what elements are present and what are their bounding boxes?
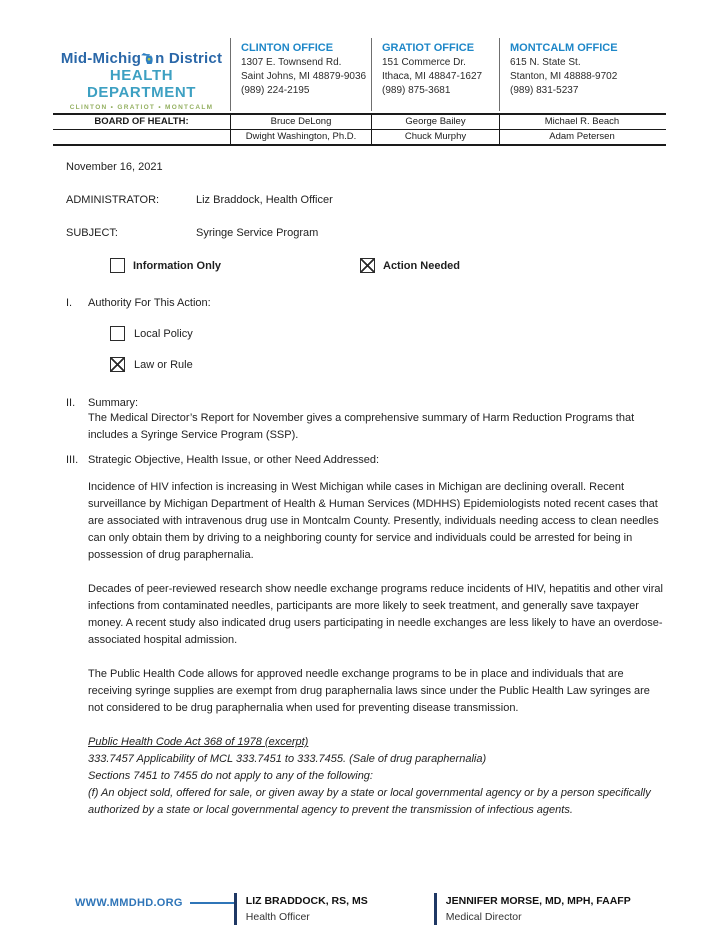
excerpt-line: Sections 7451 to 7455 do not apply to any of the following: (88, 770, 373, 782)
local-policy-option (110, 326, 666, 341)
law-or-rule-option (110, 357, 666, 372)
board-member: Adam Petersen (499, 130, 664, 144)
logo-title-right: n District (155, 50, 223, 67)
board-cell-empty (53, 130, 230, 144)
section-numeral: II. (66, 397, 76, 409)
law-or-rule-label: Law or Rule (134, 358, 193, 371)
board-member: Michael R. Beach (499, 115, 664, 129)
office-name: GRATIOT OFFICE (382, 42, 475, 54)
signatory-title: Medical Director (445, 911, 522, 923)
excerpt-heading: Public Health Code Act 368 of 1978 (excerpt) (88, 736, 309, 748)
section-title: Authority For This Action: (88, 297, 211, 309)
office-gratiot (371, 38, 499, 111)
agency-logo (53, 38, 230, 111)
logo-title (53, 50, 230, 67)
office-address-line: Ithaca, MI 48847-1627 (382, 71, 483, 82)
website-link: WWW.MMDHD.ORG (75, 897, 183, 909)
board-member: Dwight Washington, Ph.D. (230, 130, 371, 144)
signatory-name: LIZ BRADDOCK, RS, MS (245, 895, 368, 907)
administrator-value: Liz Braddock, Health Officer (196, 194, 333, 206)
office-address-line: Stanton, MI 48888-9702 (510, 71, 618, 82)
office-address-line: 151 Commerce Dr. (382, 57, 466, 68)
body-paragraph: Incidence of HIV infection is increasing in West Michigan while cases in Michigan are declining overall. Recent surveillance by Michigan Department of Health & Human Services (MDHHS) Epidemiologists noted recent cases that are associated with intravenous drug use in Montcalm County. Presently, individuals needing access to clean needles can only obtain them by driving to a neighboring county for service and individuals could be arrested for being in possession of drug paraphernalia. (88, 481, 659, 561)
board-row (53, 115, 666, 129)
memo-content (53, 161, 666, 819)
logo-tagline: CLINTON • GRATIOT • MONTCALM (69, 104, 214, 111)
letterhead (53, 38, 664, 111)
administrator-field (66, 194, 666, 207)
signatory-health-officer (234, 893, 434, 925)
section-summary-heading (66, 396, 666, 410)
information-only-checkbox (110, 258, 125, 273)
action-needed-label: Action Needed (383, 259, 461, 272)
memo-date: November 16, 2021 (66, 161, 163, 173)
board-of-health-table (53, 113, 666, 146)
office-address-line: Saint Johns, MI 48879-9036 (241, 71, 367, 82)
signatory-medical-director (434, 893, 631, 925)
subject-label: SUBJECT: (66, 227, 118, 239)
section-title: Strategic Objective, Health Issue, or other Need Addressed: (88, 454, 380, 466)
office-phone: (989) 875-3681 (382, 85, 451, 96)
office-name: MONTCALM OFFICE (510, 42, 618, 54)
board-member: Chuck Murphy (371, 130, 499, 144)
logo-subtitle: HEALTH DEPARTMENT (86, 67, 197, 101)
board-member: George Bailey (371, 115, 499, 129)
board-label: BOARD OF HEALTH: (94, 116, 189, 127)
subject-field (66, 227, 666, 240)
board-member: Bruce DeLong (230, 115, 371, 129)
legal-excerpt (88, 734, 666, 819)
local-policy-label: Local Policy (134, 327, 193, 340)
office-clinton (230, 38, 371, 111)
excerpt-line: (f) An object sold, offered for sale, or given away by a state or local governmental agency or by a person specifically authorized by a state or local governmental agency to prevent the transmission of infectious agents. (88, 787, 651, 816)
office-phone: (989) 224-2195 (241, 85, 310, 96)
section-numeral: III. (66, 454, 79, 466)
website-group (53, 897, 234, 909)
michigan-state-icon (140, 50, 156, 66)
office-address-line: 615 N. State St. (510, 57, 581, 68)
logo-title-left: Mid-Michig (60, 50, 142, 67)
information-only-label: Information Only (133, 259, 221, 272)
action-needed-group (360, 258, 460, 273)
board-row (53, 129, 666, 144)
summary-body: The Medical Director’s Report for November gives a comprehensive summary of Harm Reduction Programs that includes a Syringe Service Program (SSP). (88, 412, 635, 441)
section-title: Summary: (88, 397, 139, 409)
office-montcalm (499, 38, 664, 111)
section-numeral: I. (66, 297, 73, 309)
office-name: CLINTON OFFICE (241, 42, 334, 54)
footer-rule-line (190, 902, 234, 904)
signatory-name: JENNIFER MORSE, MD, MPH, FAAFP (445, 895, 631, 907)
local-policy-checkbox (110, 326, 125, 341)
office-address-line: 1307 E. Townsend Rd. (241, 57, 342, 68)
memo-type-checkboxes (110, 258, 666, 273)
law-or-rule-checkbox (110, 357, 125, 372)
action-needed-checkbox (360, 258, 375, 273)
page-footer (53, 893, 666, 925)
signatory-title: Health Officer (245, 911, 310, 923)
office-phone: (989) 831-5237 (510, 85, 579, 96)
body-paragraph: Decades of peer-reviewed research show needle exchange programs reduce incidents of HIV, hepatitis and other viral infections from contaminated needles, participants are more likely to seek treatment, and generally save taxpayer money. A recent study also indicated drug users participating in needle exchanges are less likely to have an overdose-associated hospital admission. (88, 583, 663, 646)
section-objective-heading (66, 453, 666, 467)
administrator-label: ADMINISTRATOR: (66, 194, 160, 206)
body-paragraph: The Public Health Code allows for approved needle exchange programs to be in place and individuals that are receiving syringe supplies are exempt from drug paraphernalia laws since under the Public Health Law syringes are not considered to be drug paraphernalia when used for preventing disease transmission. (88, 668, 650, 714)
subject-value: Syringe Service Program (196, 227, 319, 239)
excerpt-line: 333.7457 Applicability of MCL 333.7451 to 333.7455. (Sale of drug paraphernalia) (88, 753, 487, 765)
section-authority-heading (66, 296, 666, 310)
